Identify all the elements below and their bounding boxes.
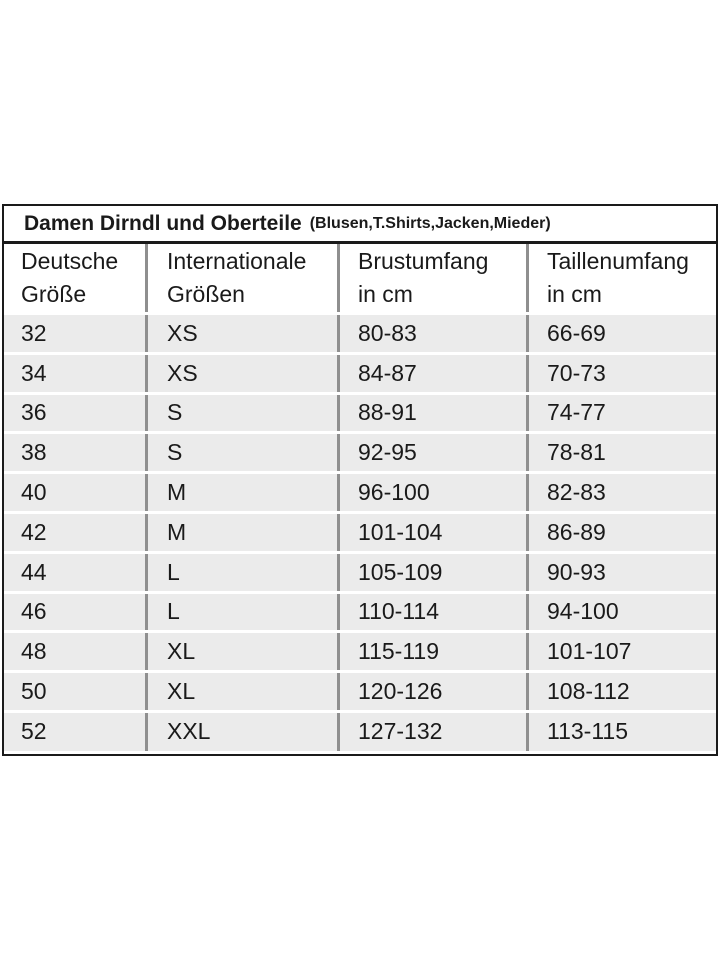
header-line: in cm — [358, 281, 413, 307]
cell-brustumfang: 115-119 — [340, 633, 529, 670]
cell-internationale-groesse: XXL — [148, 713, 340, 751]
table-row — [4, 514, 716, 554]
cell-taillenumfang: 90-93 — [547, 558, 606, 585]
cell-internationale-groesse: XS — [148, 315, 340, 352]
table-row — [4, 315, 716, 355]
cell-deutsche-groesse: 44 — [4, 554, 148, 591]
table-row — [4, 673, 716, 713]
cell-taillenumfang: 70-73 — [547, 359, 606, 386]
cell-internationale-groesse: XS — [148, 355, 340, 392]
cell-taillenumfang: 113-115 — [547, 718, 628, 745]
table-title: Damen Dirndl und Oberteile — [24, 211, 302, 235]
cell-brustumfang: 96-100 — [340, 474, 529, 511]
cell-taillenumfang: 94-100 — [547, 598, 619, 625]
table-subtitle: (Blusen,T.Shirts,Jacken,Mieder) — [309, 214, 551, 232]
cell-deutsche-groesse: 42 — [4, 514, 148, 551]
header-internationale-groessen — [148, 244, 340, 312]
cell-brustumfang: 120-126 — [340, 673, 529, 710]
cell-taillenumfang: 101-107 — [547, 638, 632, 665]
cell-deutsche-groesse: 50 — [4, 673, 148, 710]
cell-deutsche-groesse: 40 — [4, 474, 148, 511]
header-deutsche-groesse — [4, 244, 148, 312]
header-line: Größen — [167, 281, 245, 307]
cell-brustumfang: 101-104 — [340, 514, 529, 551]
header-line: Deutsche — [21, 248, 119, 274]
cell-internationale-groesse: XL — [148, 633, 340, 670]
table-title-row — [4, 206, 716, 244]
cell-deutsche-groesse: 36 — [4, 395, 148, 432]
table-header-row — [4, 244, 716, 315]
table-row — [4, 474, 716, 514]
header-brustumfang — [340, 244, 529, 312]
cell-deutsche-groesse: 48 — [4, 633, 148, 670]
cell-brustumfang: 92-95 — [340, 434, 529, 471]
cell-internationale-groesse: S — [148, 434, 340, 471]
cell-internationale-groesse: S — [148, 395, 340, 432]
table-row — [4, 713, 716, 751]
table-row — [4, 355, 716, 395]
cell-taillenumfang: 78-81 — [547, 439, 606, 466]
size-chart-table — [2, 204, 718, 756]
header-taillenumfang — [529, 244, 716, 312]
cell-brustumfang: 110-114 — [340, 594, 529, 631]
cell-brustumfang: 84-87 — [340, 355, 529, 392]
cell-deutsche-groesse: 32 — [4, 315, 148, 352]
cell-brustumfang: 80-83 — [340, 315, 529, 352]
table-row — [4, 633, 716, 673]
cell-deutsche-groesse: 46 — [4, 594, 148, 631]
cell-internationale-groesse: L — [148, 594, 340, 631]
cell-internationale-groesse: XL — [148, 673, 340, 710]
cell-taillenumfang: 74-77 — [547, 399, 606, 426]
header-line: Internationale — [167, 248, 307, 274]
cell-taillenumfang: 66-69 — [547, 319, 606, 346]
cell-brustumfang: 105-109 — [340, 554, 529, 591]
cell-internationale-groesse: M — [148, 474, 340, 511]
cell-taillenumfang: 108-112 — [547, 678, 630, 705]
cell-brustumfang: 127-132 — [340, 713, 529, 751]
header-line: Größe — [21, 281, 87, 307]
header-line: in cm — [547, 281, 602, 307]
cell-deutsche-groesse: 34 — [4, 355, 148, 392]
cell-deutsche-groesse: 52 — [4, 713, 148, 751]
cell-brustumfang: 88-91 — [340, 395, 529, 432]
table-row — [4, 395, 716, 435]
cell-taillenumfang: 82-83 — [547, 479, 606, 506]
table-row — [4, 434, 716, 474]
cell-internationale-groesse: L — [148, 554, 340, 591]
table-row — [4, 594, 716, 634]
cell-taillenumfang: 86-89 — [547, 518, 606, 545]
header-line: Taillenumfang — [547, 248, 689, 274]
cell-internationale-groesse: M — [148, 514, 340, 551]
table-row — [4, 554, 716, 594]
cell-deutsche-groesse: 38 — [4, 434, 148, 471]
header-line: Brustumfang — [358, 248, 489, 274]
